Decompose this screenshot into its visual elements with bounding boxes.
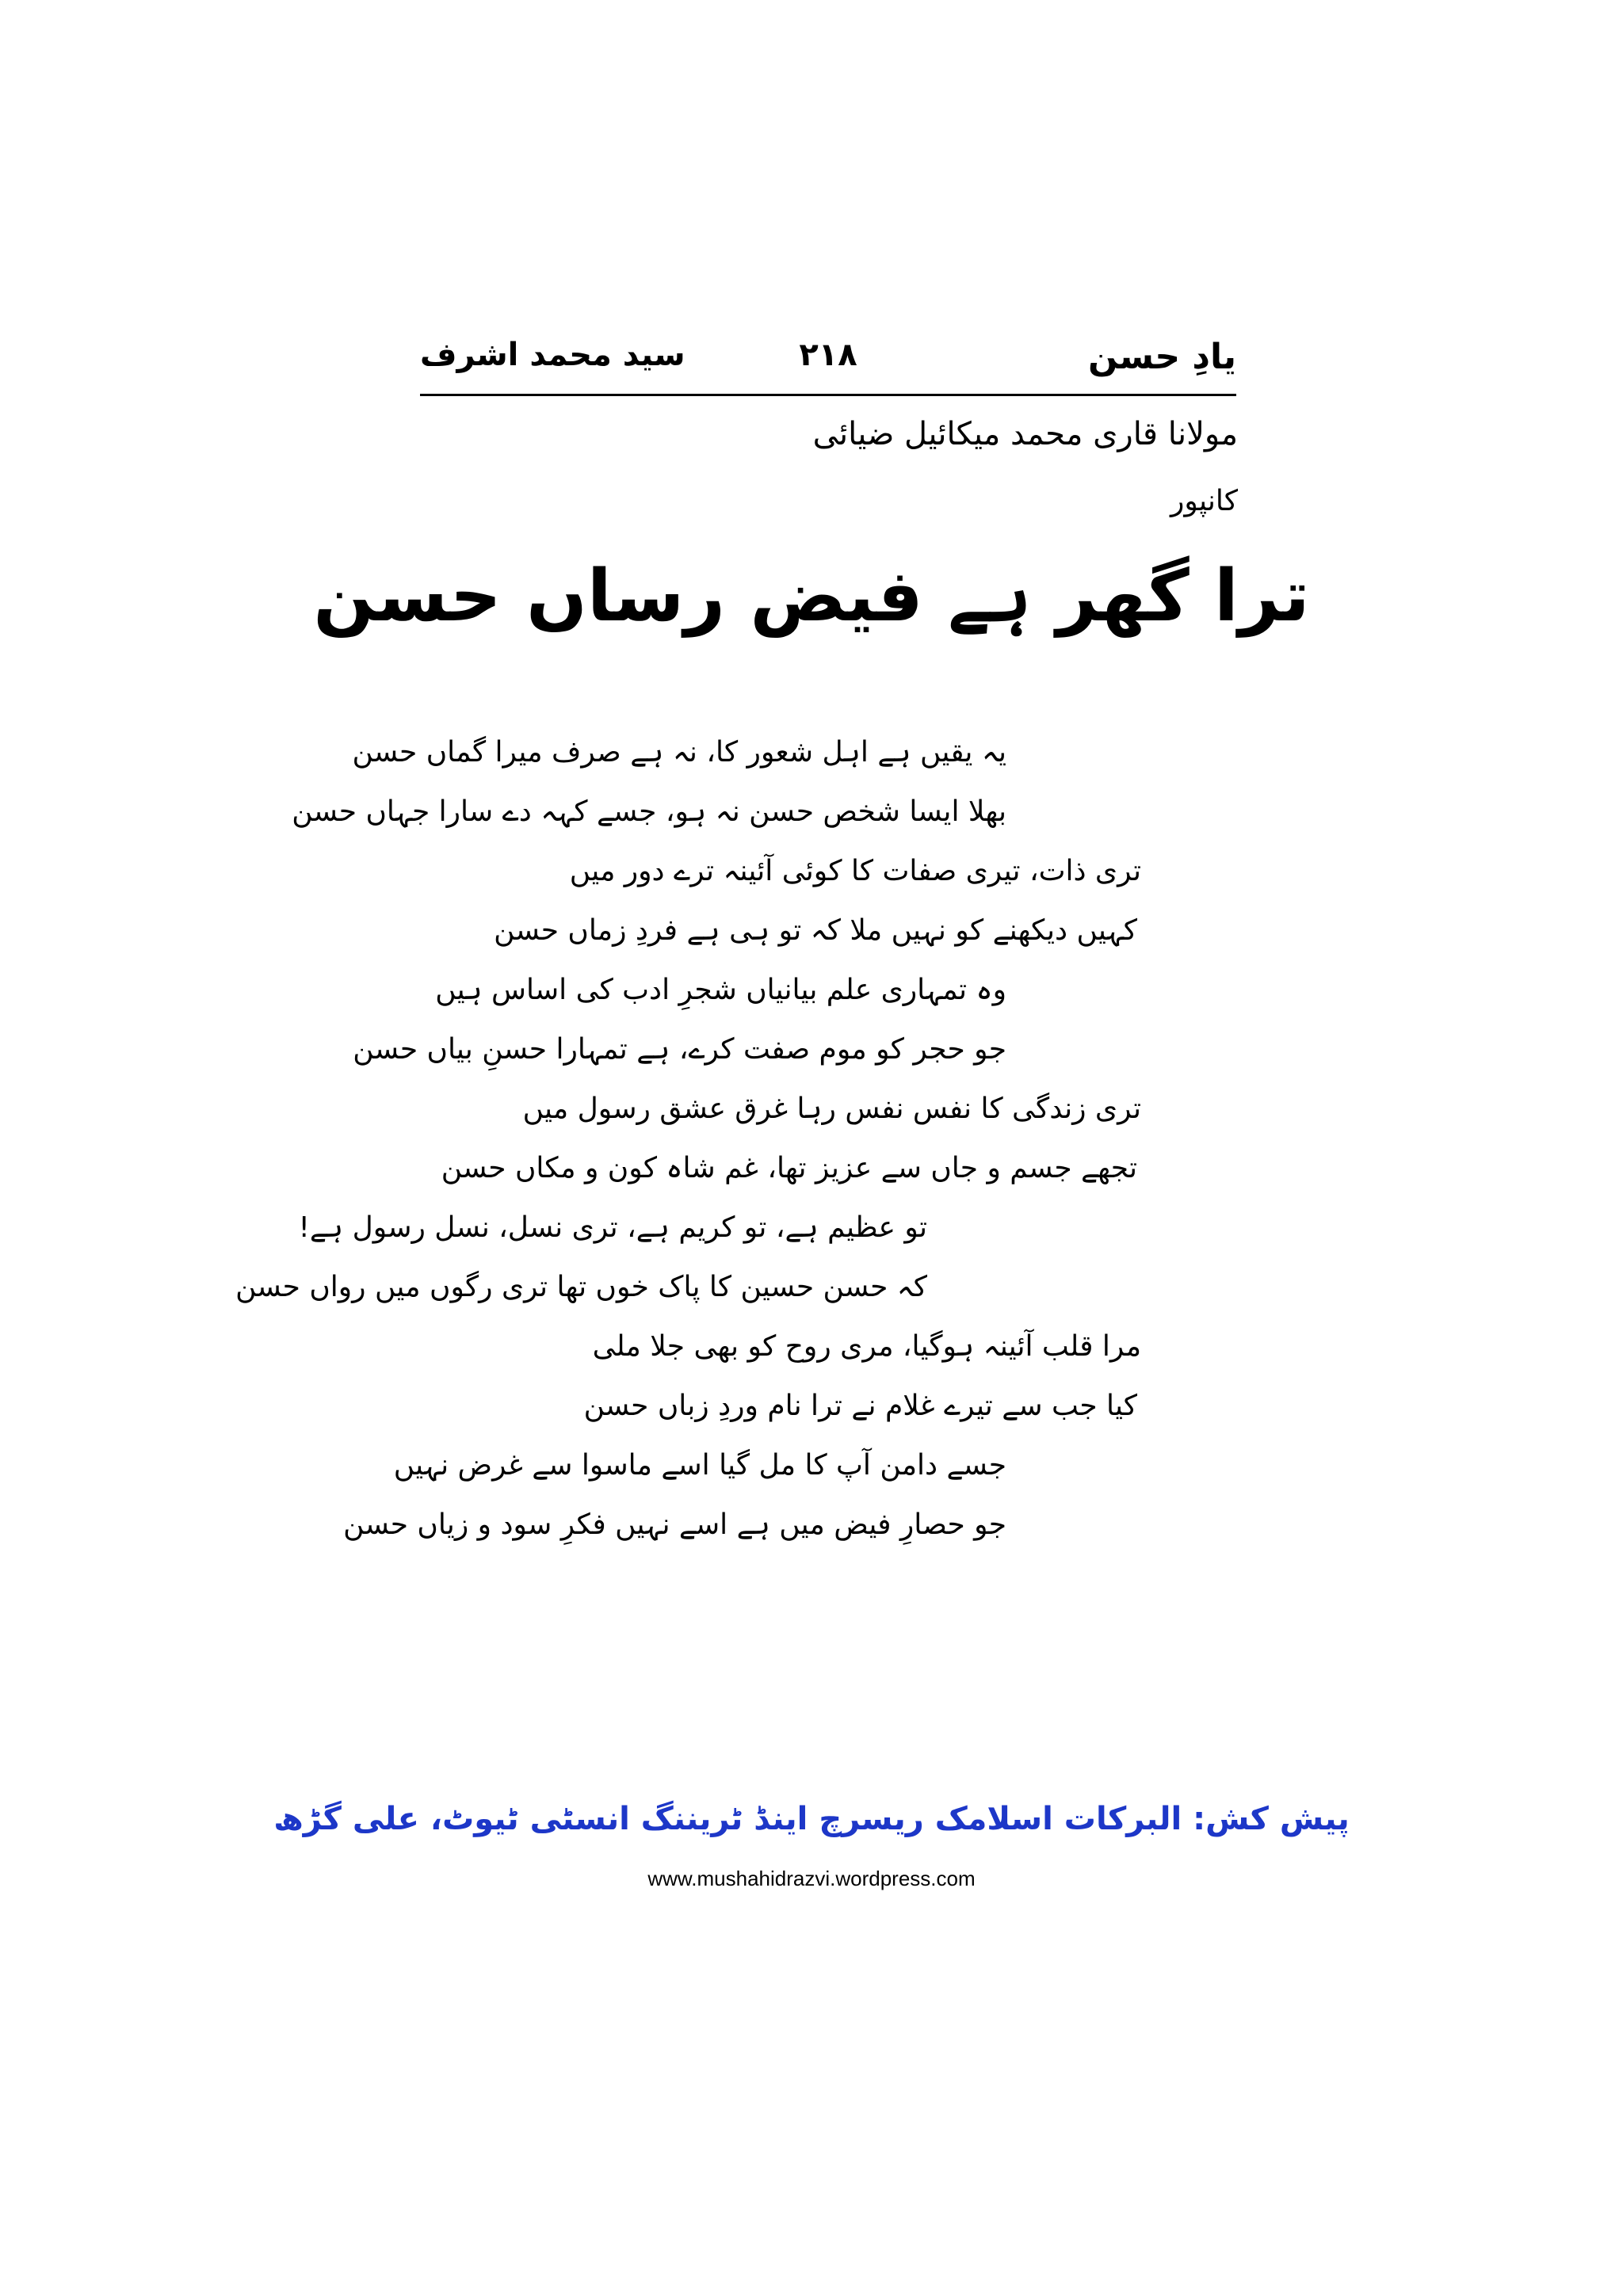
poem-line: بھلا ایسا شخص حسن نہ ہو، جسے کہہ دے سارا جہاں حسن — [292, 795, 1006, 828]
poem-line: تری ذات، تیری صفات کا کوئی آئینہ ترے دور میں — [569, 855, 1141, 887]
poem-line: جسے دامن آپ کا مل گیا اسے ماسوا سے غرض نہیں — [393, 1449, 1006, 1482]
poem-line: جو حصارِ فیض میں ہے اسے نہیں فکرِ سود و زیاں حسن — [343, 1508, 1006, 1541]
couplet — [444, 1317, 1141, 1436]
poem-line: کہیں دیکھنے کو نہیں ملا کہ تو ہی ہے فردِ زماں حسن — [494, 914, 1137, 947]
page-number: ۲۱۸ — [799, 337, 857, 373]
publisher-credit: پیش کش: البرکات اسلامک ریسرچ اینڈ ٹریننگ انسٹی ٹیوٹ، علی گڑھ — [273, 1801, 1350, 1837]
couplet — [235, 1198, 1141, 1317]
poem-line: مرا قلب آئینہ ہوگیا، مری روح کو بھی جلا ملی — [592, 1330, 1141, 1363]
poem-body — [235, 723, 1141, 1554]
poem-line: یہ یقیں ہے اہل شعور کا، نہ ہے صرف میرا گماں حسن — [352, 736, 1006, 769]
poem-line: تری زندگی کا نفس نفس رہا غرق عشق رسول میں — [522, 1093, 1141, 1125]
couplet — [343, 1436, 1141, 1554]
poem-line: جو حجر کو موم صفت کرے، ہے تمہارا حسنِ بیاں حسن — [353, 1033, 1006, 1066]
couplet — [441, 1079, 1141, 1198]
book-title: یادِ حسن — [1087, 337, 1236, 377]
author-name: سید محمد اشرف — [420, 337, 685, 373]
poet-place: کانپور — [1170, 485, 1238, 517]
page-header — [420, 337, 1236, 400]
couplet — [292, 723, 1141, 841]
poem-line: تو عظیم ہے، تو کریم ہے، تری نسل، نسل رسول ہے! — [298, 1211, 927, 1244]
couplet — [444, 841, 1141, 960]
poet-name: مولانا قاری محمد میکائیل ضیائی — [812, 416, 1238, 452]
poem-line: وہ تمہاری علم بیانیاں شجرِ ادب کی اساس ہیں — [435, 974, 1006, 1006]
website-url[interactable]: www.mushahidrazvi.wordpress.com — [647, 1867, 976, 1890]
poem-line: کیا جب سے تیرے غلام نے ترا نام وردِ زباں حسن — [583, 1390, 1137, 1422]
couplet — [353, 960, 1141, 1079]
poem-line: کہ حسن حسین کا پاک خوں تھا تری رگوں میں رواں حسن — [235, 1271, 927, 1303]
header-divider — [420, 394, 1236, 396]
poem-line: تجھے جسم و جاں سے عزیز تھا، غم شاہ کون و مکاں حسن — [441, 1152, 1137, 1184]
poem-title: ترا گھر ہے فیض رساں حسن — [313, 555, 1310, 638]
